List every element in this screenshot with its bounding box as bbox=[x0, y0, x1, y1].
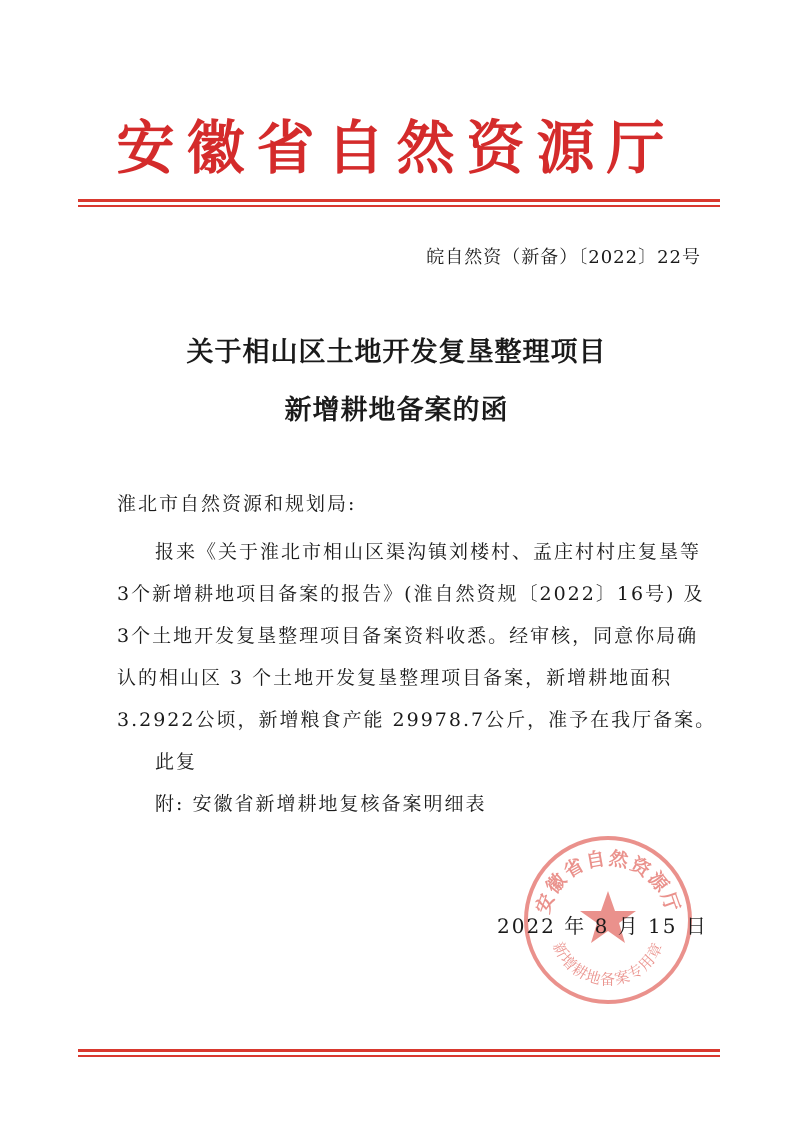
body-line-3: 3个土地开发复垦整理项目备案资料收悉。经审核，同意你局确 bbox=[117, 625, 699, 647]
body-line-2: 3个新增耕地项目备案的报告》(淮自然资规〔2022〕16号) 及 bbox=[117, 583, 705, 605]
document-title-line-2: 新增耕地备案的函 bbox=[284, 395, 509, 426]
closing-phrase: 此复 bbox=[155, 751, 198, 773]
footer-divider-thin bbox=[78, 1055, 720, 1057]
addressee: 淮北市自然资源和规划局: bbox=[117, 493, 357, 515]
body-line-5: 3.2922公顷，新增粮食产能 29978.7公斤，准予在我厅备案。 bbox=[117, 709, 717, 731]
attachment-note: 附: 安徽省新增耕地复核备案明细表 bbox=[155, 793, 487, 815]
letterhead-title: 安徽省自然资源厅 bbox=[116, 114, 677, 182]
footer-divider-thick bbox=[78, 1049, 720, 1052]
header-divider-thin bbox=[78, 205, 720, 207]
document-title-line-1: 关于相山区土地开发复垦整理项目 bbox=[186, 337, 607, 368]
document-number: 皖自然资（新备）〔2022〕22号 bbox=[426, 247, 701, 268]
header-divider-thick bbox=[78, 199, 720, 202]
seal-top-text: 安徽省自然资源厅 bbox=[531, 847, 685, 917]
body-line-4: 认的相山区 3 个土地开发复垦整理项目备案，新增耕地面积 bbox=[117, 667, 673, 689]
svg-text:新增耕地备案专用章 bbox=[549, 939, 667, 988]
document-date: 2022 年 8 月 15 日 bbox=[497, 914, 708, 938]
body-line-1: 报来《关于淮北市相山区渠沟镇刘楼村、孟庄村村庄复垦等 bbox=[155, 541, 702, 563]
seal-bottom-text: 新增耕地备案专用章 bbox=[548, 939, 668, 989]
